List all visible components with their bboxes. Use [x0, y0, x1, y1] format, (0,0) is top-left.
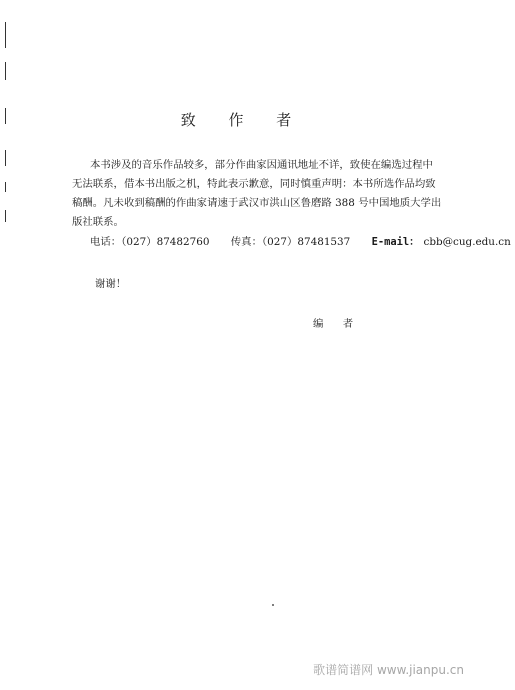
thanks-text: 谢谢！ — [95, 278, 127, 290]
paragraph-line: 稿酬。凡未收到稿酬的作曲家请速于武汉市洪山区鲁磨路 388 号中国地质大学出 — [72, 197, 442, 209]
binding-mark — [5, 22, 6, 48]
binding-mark — [5, 62, 6, 80]
email-label: E-mail： — [371, 236, 420, 248]
page-speck — [272, 604, 274, 606]
paragraph-line: 版社联系。 — [72, 216, 124, 228]
phone-number: 电话：（027）87482760 — [90, 236, 210, 248]
paragraph-line: 本书涉及的音乐作品较多，部分作曲家因通讯地址不详，致使在编选过程中 — [90, 159, 433, 171]
binding-mark — [5, 150, 6, 166]
binding-mark — [5, 182, 6, 192]
contact-line — [90, 233, 515, 248]
paragraph-line: 无法联系，借本书出版之机，特此表示歉意，同时慎重声明：本书所选作品均致 — [72, 178, 436, 190]
email-address: cbb@cug.edu.cn — [423, 236, 511, 248]
body-paragraph — [72, 156, 442, 232]
fax-number: 传真：（027）87481537 — [230, 236, 351, 248]
editor-signature: 编 者 — [313, 318, 362, 330]
page-title: 致 作 者 — [180, 111, 306, 129]
binding-mark — [5, 210, 6, 222]
site-watermark: 歌谱简谱网 www.jianpu.cn — [313, 663, 464, 677]
